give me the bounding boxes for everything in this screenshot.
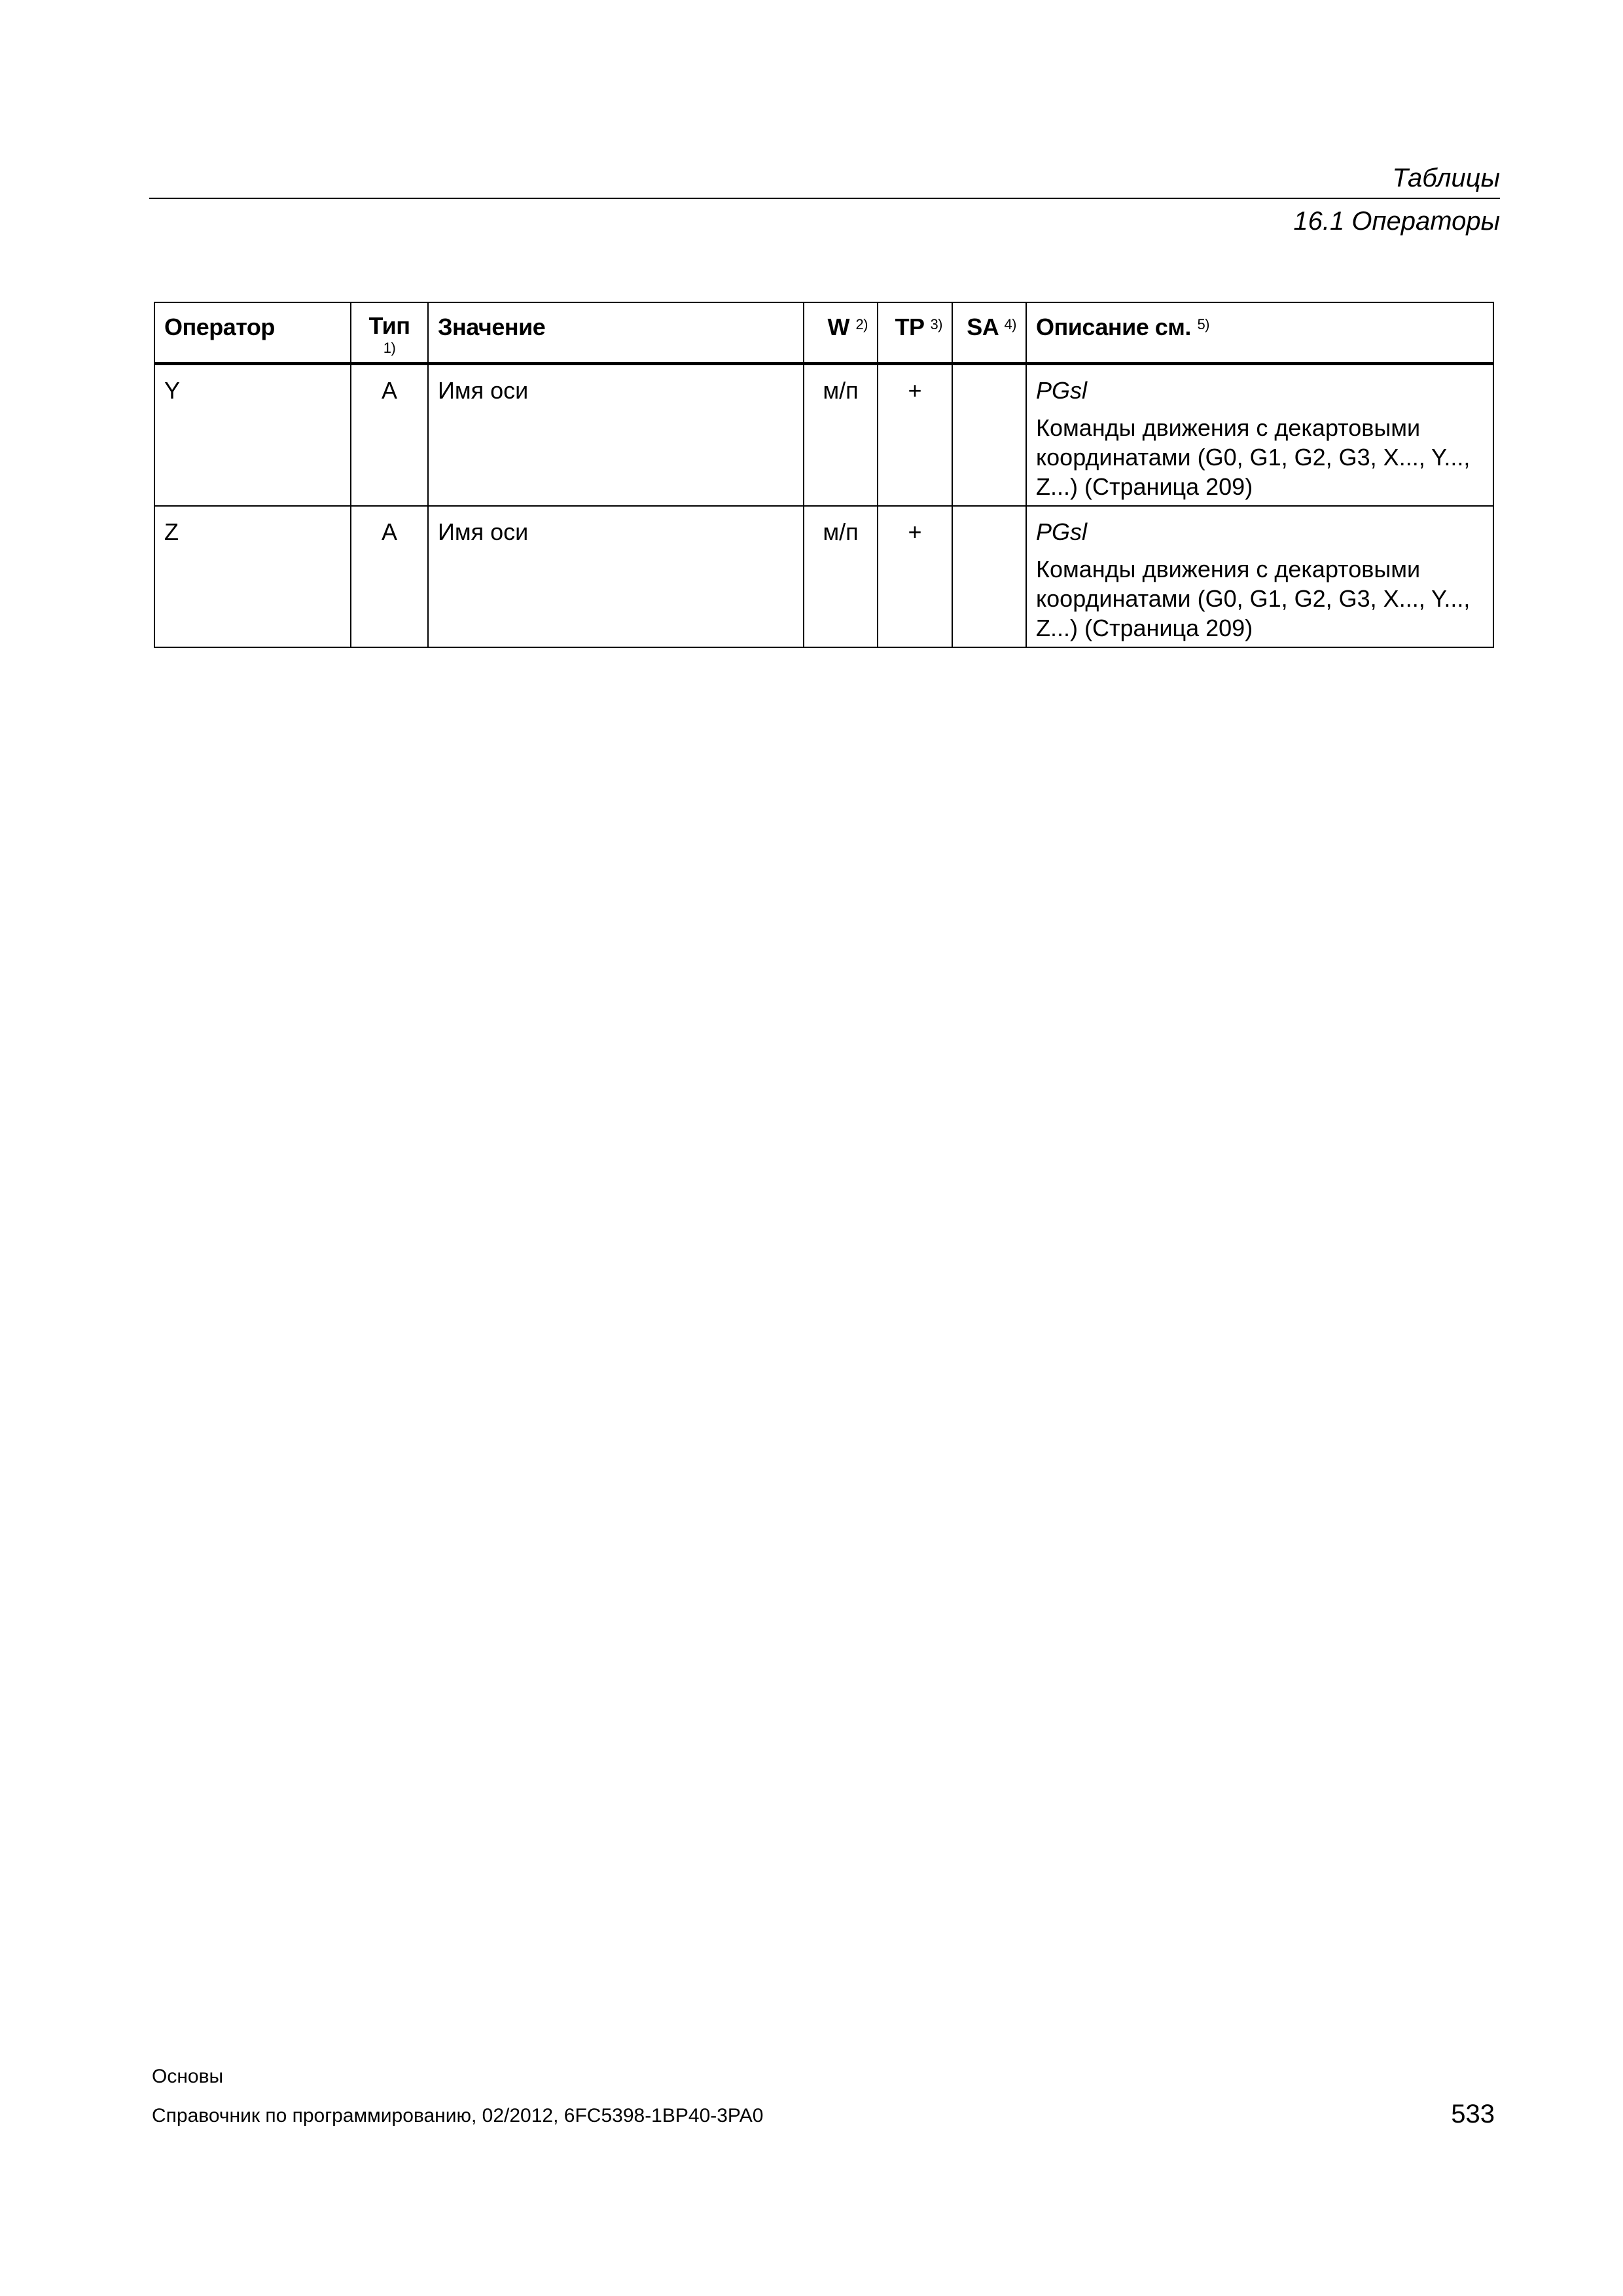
cell-sa bbox=[952, 364, 1026, 507]
cell-description bbox=[1026, 364, 1493, 507]
cell-tp: + bbox=[878, 364, 952, 507]
column-header-description: Описание см. $^{5)}$ bbox=[1026, 302, 1493, 364]
column-header-type-note: 1) bbox=[383, 340, 396, 356]
column-header-sa: SA $^{4)}$ bbox=[952, 302, 1026, 364]
column-header-w: W $^{2)}$ bbox=[804, 302, 878, 364]
table-header-row bbox=[154, 302, 1493, 364]
column-header-type: Тип 1) bbox=[351, 302, 428, 364]
cell-meaning: Имя оси bbox=[428, 364, 804, 507]
description-doc-ref: PGsl bbox=[1036, 377, 1088, 404]
page-number: 533 bbox=[1451, 2100, 1495, 2128]
cell-sa bbox=[952, 506, 1026, 647]
footer-doc-info: Справочник по программированию, 02/2012, 6FC5398-1BP40-3PA0 bbox=[152, 2105, 764, 2126]
description-link[interactable]: Команды движения с декартовыми координатами (G0, G1, G2, G3, X..., Y..., Z...) (Страница 209) bbox=[1036, 556, 1471, 641]
cell-w: м/п bbox=[804, 506, 878, 647]
column-header-tp: TP $^{3)}$ bbox=[878, 302, 952, 364]
header-section-title: 16.1 Операторы bbox=[1293, 207, 1500, 236]
cell-meaning: Имя оси bbox=[428, 506, 804, 647]
header-chapter-title: Таблицы bbox=[1392, 164, 1500, 192]
cell-w: м/п bbox=[804, 364, 878, 507]
description-link[interactable]: Команды движения с декартовыми координатами (G0, G1, G2, G3, X..., Y..., Z...) (Страница 209) bbox=[1036, 414, 1471, 500]
column-header-meaning: Значение bbox=[428, 302, 804, 364]
table-row bbox=[154, 364, 1493, 507]
header-divider bbox=[149, 198, 1500, 199]
footer-doc-title: Основы bbox=[152, 2066, 224, 2087]
cell-operator: Y bbox=[154, 364, 351, 507]
cell-type: A bbox=[351, 364, 428, 507]
cell-type: A bbox=[351, 506, 428, 647]
operators-table bbox=[154, 302, 1494, 648]
cell-tp: + bbox=[878, 506, 952, 647]
description-doc-ref: PGsl bbox=[1036, 518, 1088, 545]
table-row bbox=[154, 506, 1493, 647]
cell-description bbox=[1026, 506, 1493, 647]
column-header-operator: Оператор bbox=[154, 302, 351, 364]
cell-operator: Z bbox=[154, 506, 351, 647]
